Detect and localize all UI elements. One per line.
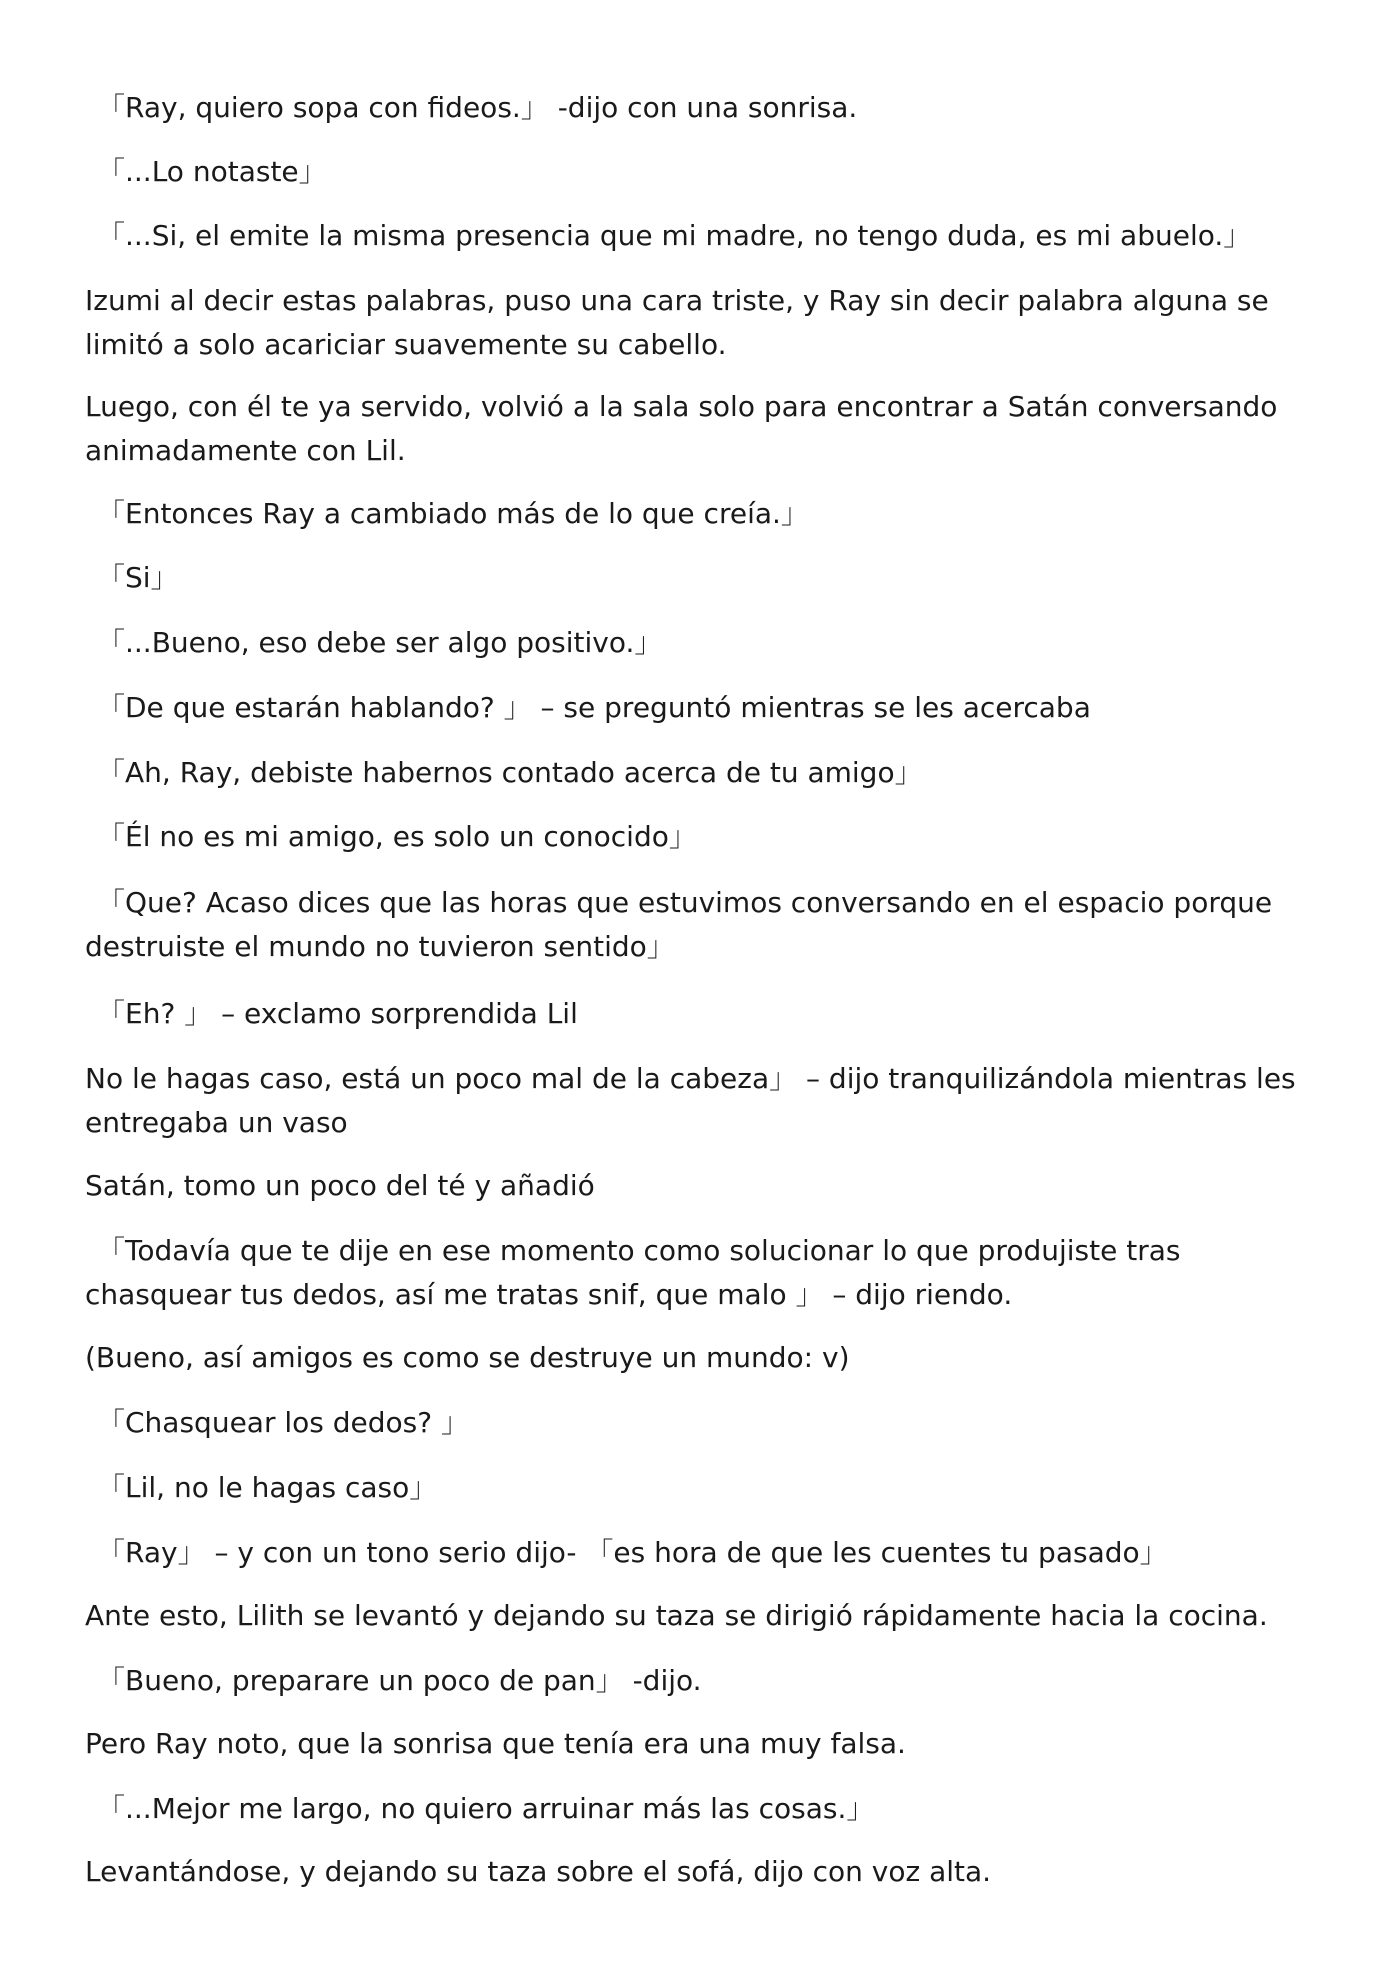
paragraph: 「Él no es mi amigo, es solo un conocido」 (97, 820, 697, 853)
paragraph: 「Entonces Ray a cambiado más de lo que creía.」 (97, 497, 809, 530)
paragraph: 「Ah, Ray, debiste habernos contado acerca de tu amigo」 (97, 756, 923, 789)
paragraph: 「...Si, el emite la misma presencia que mi madre, no tengo duda, es mi abuelo.」 (97, 219, 1252, 252)
paragraph: (Bueno, así amigos es como se destruye un mundo: v) (85, 1341, 850, 1374)
paragraph: 「...Lo notaste」 (97, 155, 327, 188)
paragraph: 「Ray」 – y con un tono serio dijo- 「es hora de que les cuentes tu pasado」 (97, 1536, 1168, 1569)
paragraph: Levantándose, y dejando su taza sobre el sofá, dijo con voz alta. (85, 1855, 992, 1888)
paragraph: 「Todavía que te dije en ese momento como solucionar lo que produjiste tras chasquear tus dedos, así me tratas snif, que malo 」 – dijo riendo. (85, 1234, 1181, 1311)
paragraph: 「Bueno, preparare un poco de pan」 -dijo. (97, 1664, 702, 1697)
paragraph: 「Que? Acaso dices que las horas que estuvimos conversando en el espacio porque destruiste el mundo no tuvieron sentido」 (85, 886, 1273, 963)
paragraph: Izumi al decir estas palabras, puso una cara triste, y Ray sin decir palabra alguna se limitó a solo acariciar suavemente su cabello. (85, 284, 1269, 361)
paragraph: Luego, con él te ya servido, volvió a la sala solo para encontrar a Satán conversando animadamente con Lil. (85, 390, 1278, 467)
paragraph: 「Si」 (97, 561, 179, 594)
paragraph: 「...Bueno, eso debe ser algo positivo.」 (97, 626, 663, 659)
paragraph: 「Lil, no le hagas caso」 (97, 1471, 438, 1504)
paragraph: 「...Mejor me largo, no quiero arruinar más las cosas.」 (97, 1792, 875, 1825)
paragraph: Satán, tomo un poco del té y añadió (85, 1169, 595, 1202)
paragraph: 「Eh? 」 – exclamo sorprendida Lil (97, 997, 578, 1030)
paragraph: Ante esto, Lilith se levantó y dejando su taza se dirigió rápidamente hacia la cocina. (85, 1599, 1268, 1632)
paragraph: 「Chasquear los dedos? 」 (97, 1406, 470, 1439)
paragraph: 「Ray, quiero sopa con fideos.」 -dijo con una sonrisa. (97, 91, 858, 124)
paragraph: No le hagas caso, está un poco mal de la cabeza」 – dijo tranquilizándola mientras les entregaba un vaso (85, 1062, 1296, 1139)
paragraph: 「De que estarán hablando? 」 – se preguntó mientras se les acercaba (97, 691, 1091, 724)
paragraph: Pero Ray noto, que la sonrisa que tenía era una muy falsa. (85, 1727, 906, 1760)
